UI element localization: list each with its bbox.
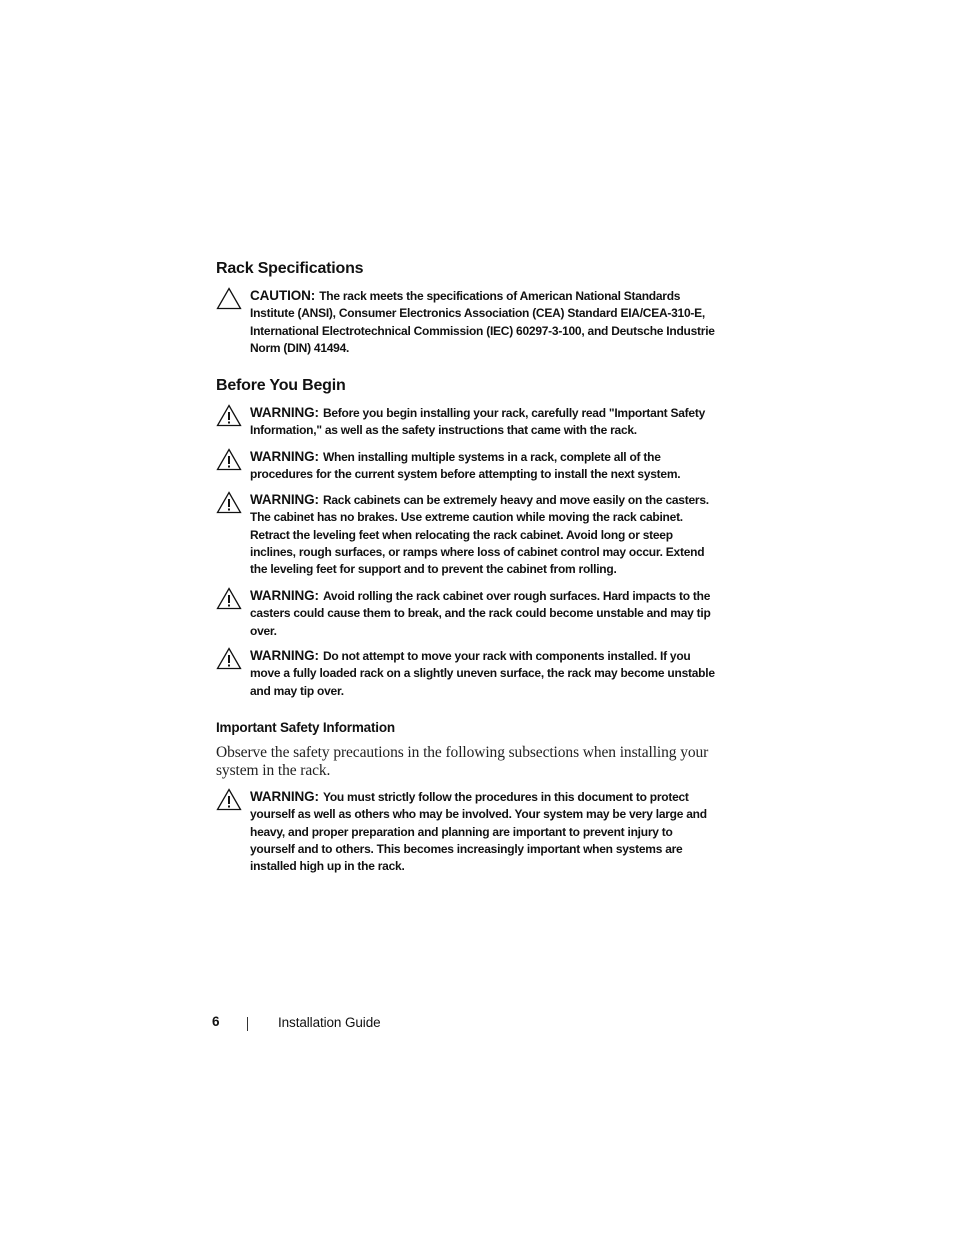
warning-text — [250, 491, 716, 578]
warning-text — [250, 448, 716, 484]
warning-triangle-icon — [216, 448, 242, 471]
warning-body: Avoid rolling the rack cabinet over rough surfaces. Hard impacts to the casters could cause them to break, and the rack could become unstable and may tip over. — [250, 589, 711, 638]
warning-body: When installing multiple systems in a rack, complete all of the procedures for the current system before attempting to install the next system. — [250, 450, 681, 482]
warning-body: Do not attempt to move your rack with components installed. If you move a fully loaded rack on a slightly uneven surface, the rack may become unstable and may tip over. — [250, 649, 715, 698]
warning-text — [250, 404, 716, 440]
caution-text — [250, 287, 716, 357]
page-number: 6 — [212, 1014, 220, 1029]
warning-label: WARNING: — [250, 648, 319, 663]
warning-body: You must strictly follow the procedures in this document to protect yourself as well as others who may be involved. Your system may be very large and heavy, and proper preparation and planning are important to prevent injury to yourself and to others. This becomes increasingly important when systems are installed high up in the rack. — [250, 790, 707, 874]
warning-triangle-icon — [216, 404, 242, 427]
footer-separator — [247, 1017, 248, 1031]
warning-label: WARNING: — [250, 789, 319, 804]
section-before-you-begin — [216, 376, 716, 396]
warning-text — [250, 647, 716, 700]
caution-body: The rack meets the specifications of American National Standards Institute (ANSI), Consumer Electronics Association (CEA) Standard EIA/CEA-310-E, International Electrotechnical Commission (IEC) 60297-3-100, and Deutsche Industrie Norm (DIN) 41494. — [250, 289, 715, 355]
heading-before-you-begin: Before You Begin — [216, 377, 346, 394]
safety-intro — [216, 744, 716, 780]
warning-label: WARNING: — [250, 405, 319, 420]
warning-triangle-icon — [216, 491, 242, 514]
warning-notice — [216, 404, 716, 440]
warning-notice — [216, 647, 716, 700]
warning-notice — [216, 587, 716, 640]
heading-rack-specifications: Rack Specifications — [216, 260, 364, 277]
warning-notice — [216, 491, 716, 578]
safety-intro-paragraph: Observe the safety precautions in the following subsections when installing your system in the rack. — [216, 744, 709, 779]
heading-important-safety-information: Important Safety Information — [216, 720, 395, 735]
section-important-safety-information — [216, 719, 716, 737]
warning-label: WARNING: — [250, 449, 319, 464]
warning-body: Rack cabinets can be extremely heavy and move easily on the casters. The cabinet has no brakes. Use extreme caution while moving the rack cabinet. Retract the leveling feet when relocating the rack cabinet. Avoid long or steep inclines, rough surfaces, or ramps where loss of cabinet control may occur. Extend the leveling feet for support and to prevent the cabinet from rolling. — [250, 493, 709, 577]
warning-triangle-icon — [216, 587, 242, 610]
warning-text — [250, 788, 716, 875]
warning-triangle-icon — [216, 788, 242, 811]
warning-label: WARNING: — [250, 492, 319, 507]
caution-label: CAUTION: — [250, 288, 316, 303]
warning-text — [250, 587, 716, 640]
guide-title: Installation Guide — [278, 1015, 381, 1030]
warning-notice — [216, 448, 716, 484]
warning-triangle-icon — [216, 647, 242, 670]
warning-notice — [216, 788, 716, 875]
caution-triangle-icon — [216, 287, 242, 310]
section-rack-specifications — [216, 259, 716, 279]
caution-notice — [216, 287, 716, 357]
warning-label: WARNING: — [250, 588, 319, 603]
warning-body: Before you begin installing your rack, carefully read "Important Safety Information," as well as the safety instructions that came with the rack. — [250, 406, 705, 438]
